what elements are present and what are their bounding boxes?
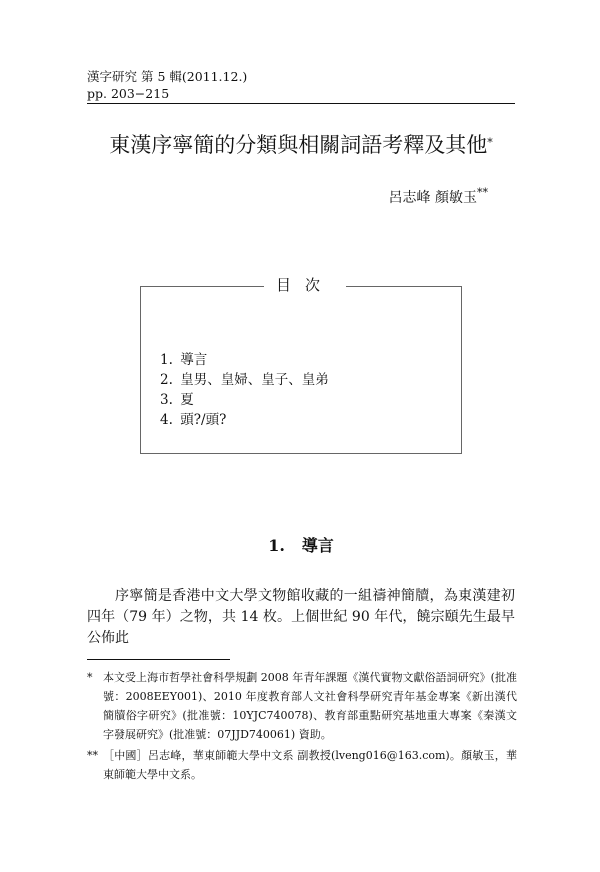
section-heading xyxy=(87,535,515,557)
footnote xyxy=(87,746,517,784)
toc-item-number: 3. xyxy=(160,392,173,408)
toc-item xyxy=(160,390,329,410)
section-title: 導言 xyxy=(301,536,334,555)
header-rule xyxy=(87,103,515,104)
toc-item-label: 頭?/頭? xyxy=(180,412,227,428)
title-footnote-mark: * xyxy=(487,136,493,149)
footnote-mark: * xyxy=(87,671,93,684)
author-line xyxy=(389,188,488,209)
author-footnote-mark: ** xyxy=(477,186,488,199)
toc-item-number: 4. xyxy=(160,412,173,428)
footnotes xyxy=(87,668,517,786)
footnote xyxy=(87,668,517,744)
author-names: 呂志峰 顏敏玉 xyxy=(388,190,477,206)
footnote-text: ［中國］呂志峰，華東師範大學中文系 副教授(lveng016@163.com)。顏敏玉，華東師範大學中文系。 xyxy=(103,749,517,781)
toc-list xyxy=(160,350,329,430)
toc-item-number: 2. xyxy=(160,372,173,388)
toc-item-label: 皇男、皇婦、皇子、皇弟 xyxy=(180,372,329,388)
toc-item-label: 夏 xyxy=(180,392,194,408)
page-range: pp. 203−215 xyxy=(87,86,170,101)
toc-heading: 目次 xyxy=(264,274,346,296)
article-title xyxy=(87,132,515,162)
body-text xyxy=(87,586,515,649)
footnote-text: 本文受上海市哲學社會科學規劃 2008 年青年課題《漢代實物文獻俗語詞研究》(批准號：2008EEY001)、2010 年度教育部人文社會科學研究青年基金專案《新出漢代簡牘俗字研究》(批准號：10YJC740078)、教育部重點研究基地重大專案《秦漢文字發展研究》(批准號：07JJD740061) 資助。 xyxy=(103,671,517,741)
section-number: 1. xyxy=(268,536,285,555)
toc-item-number: 1. xyxy=(160,352,173,368)
toc-item xyxy=(160,350,329,370)
toc-item-label: 導言 xyxy=(180,352,208,368)
footnote-rule xyxy=(87,659,230,660)
journal-info: 漢字研究 第 5 輯(2011.12.) xyxy=(87,69,248,84)
footnote-mark: ** xyxy=(87,749,98,762)
article-title-text: 東漢序寧簡的分類與相關詞語考釋及其他 xyxy=(109,133,488,157)
toc-item xyxy=(160,370,329,390)
body-paragraph: 序寧簡是香港中文大學文物館收藏的一組禱神簡牘，為東漢建初四年（79 年）之物，共 14 枚。上個世紀 90 年代，饒宗頤先生最早公佈此 xyxy=(87,588,515,646)
toc-item xyxy=(160,410,329,430)
